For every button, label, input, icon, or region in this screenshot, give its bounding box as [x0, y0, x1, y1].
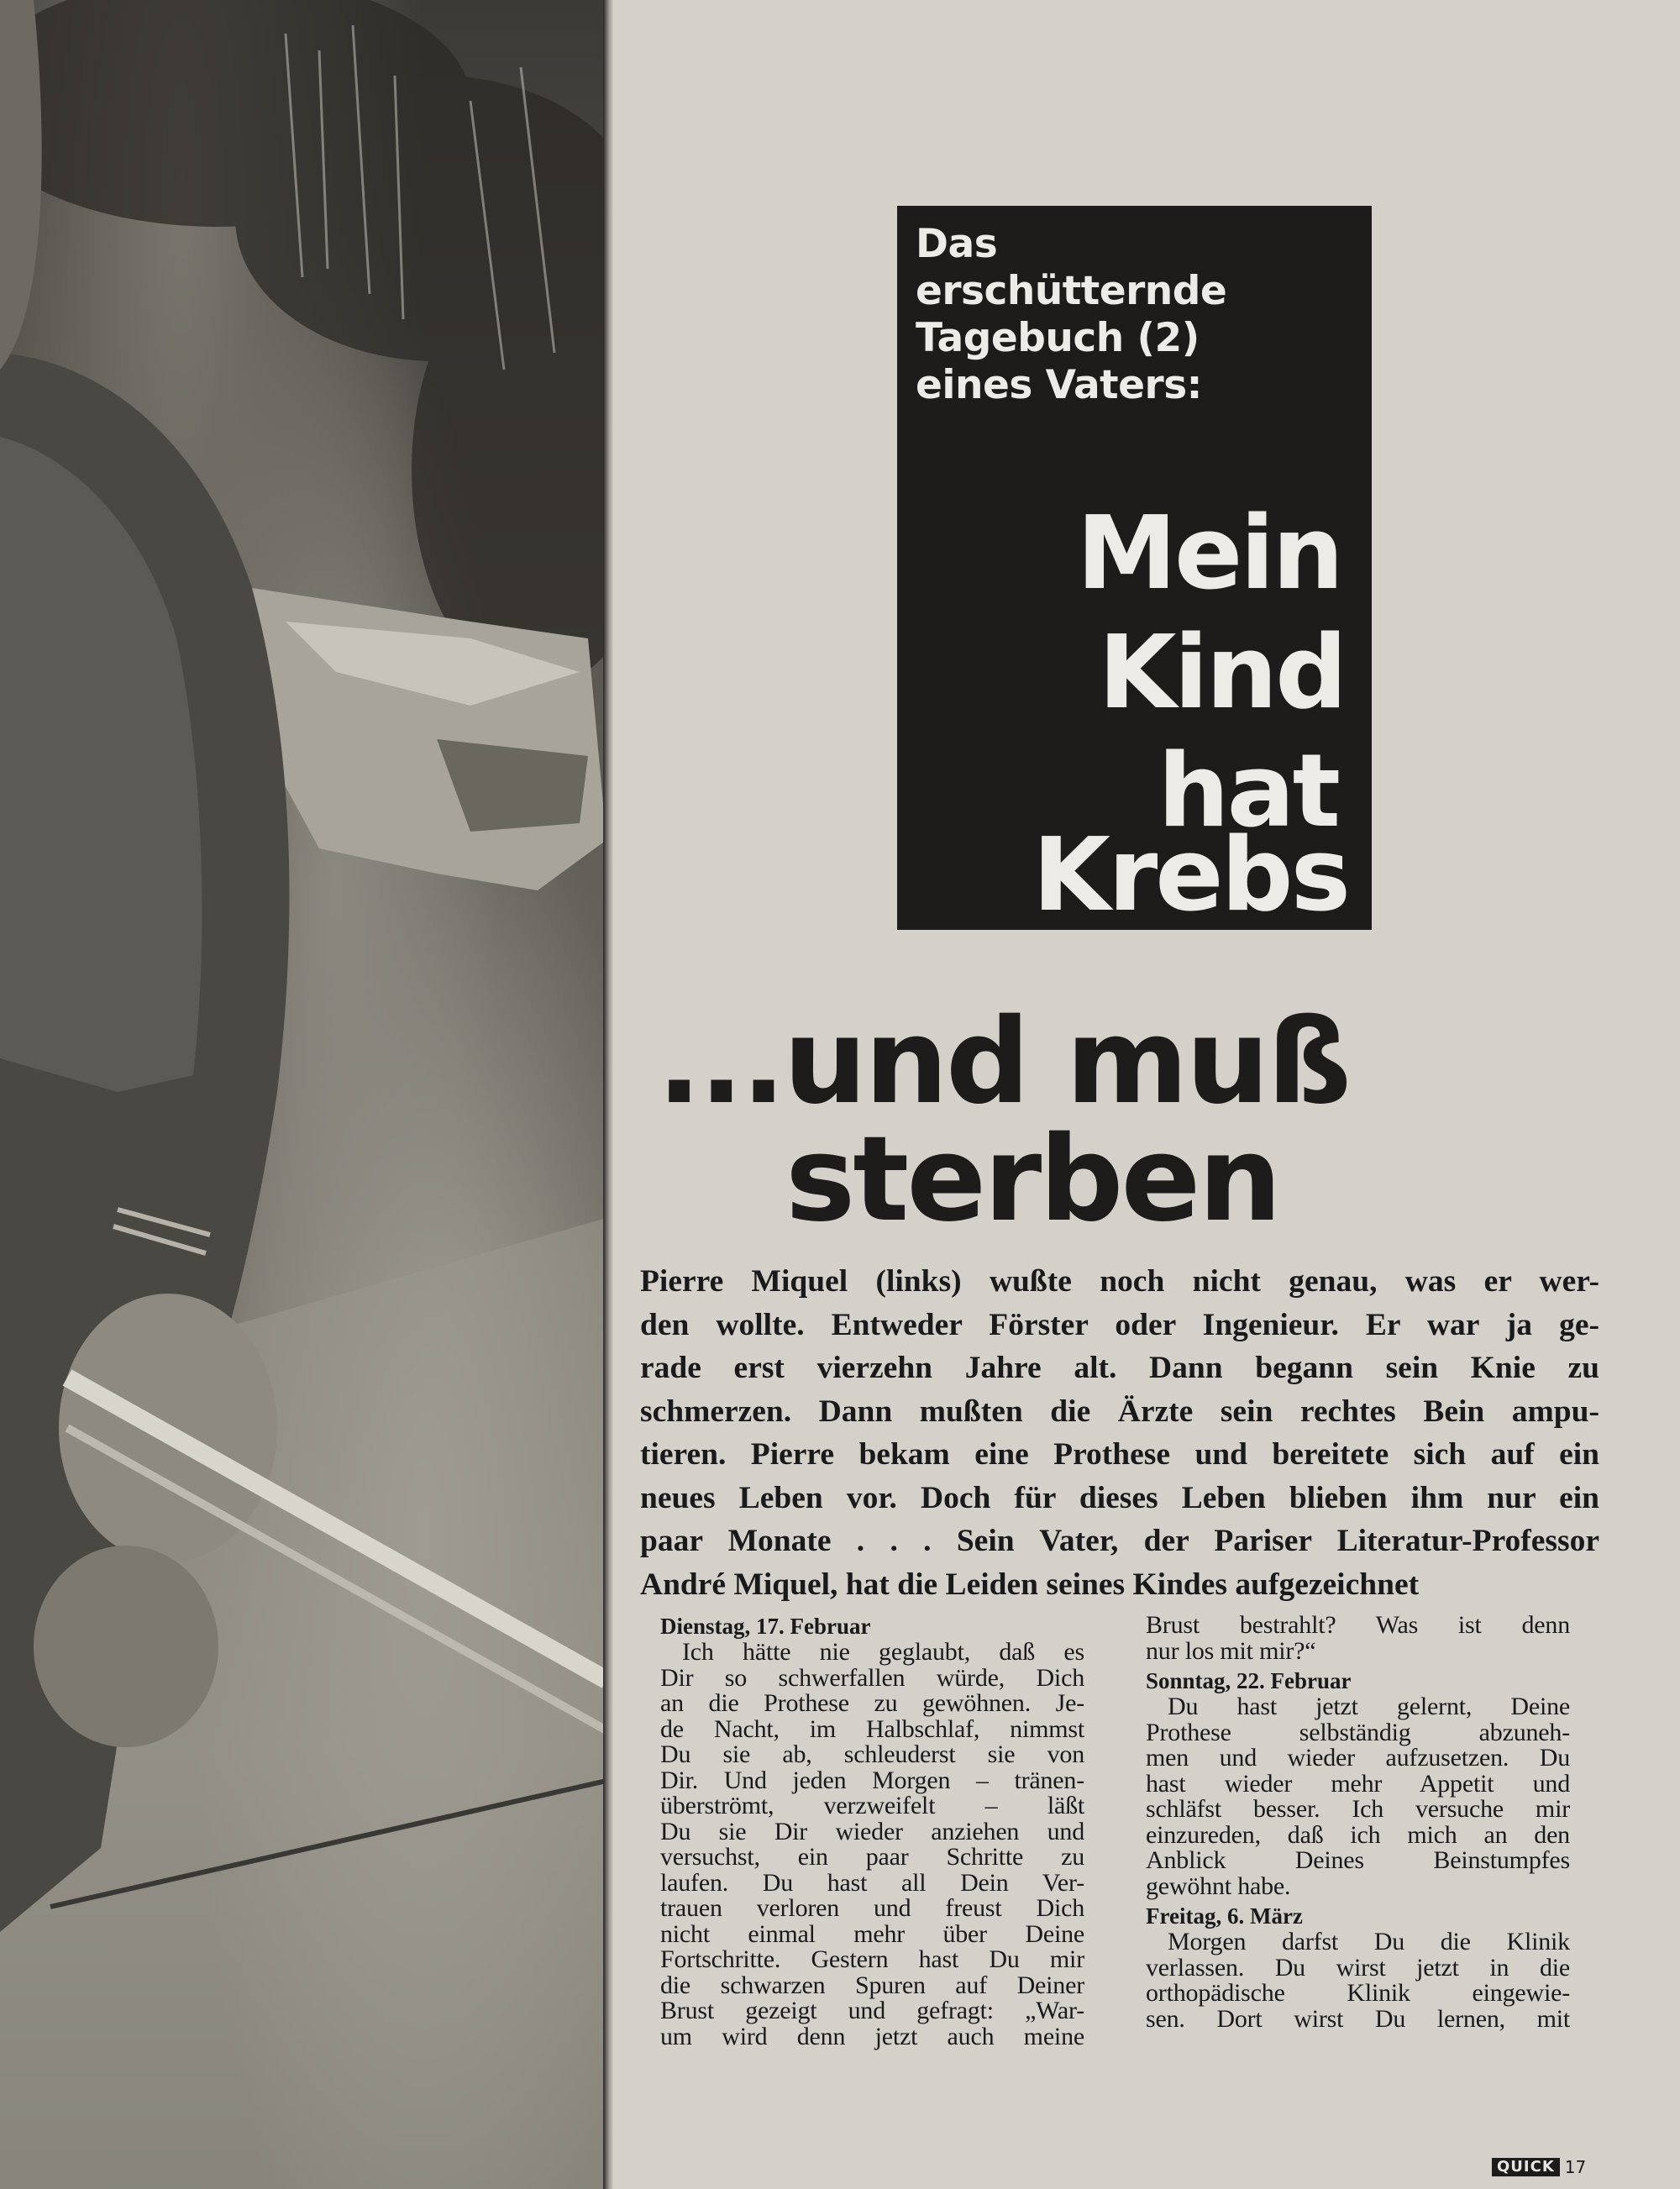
- text-line: nur los mit mir?“: [1146, 1636, 1316, 1665]
- text-line: Fortschritte. Gestern hast Du mir: [660, 1945, 1084, 1973]
- text-line: die schwarzen Spuren auf Deiner: [660, 1971, 1084, 1999]
- entry-text: [660, 1640, 1084, 2050]
- kicker-line: eines Vaters:: [916, 362, 1202, 408]
- entry-text-continued: [1146, 1613, 1570, 1664]
- body-column-2: [1146, 1613, 1570, 2032]
- text-line: Prothese selbständig abzuneh-: [1146, 1718, 1570, 1746]
- entry-date: Dienstag, 17. Februar: [660, 1614, 871, 1639]
- text-line: schläfst besser. Ich versuche mir: [1146, 1795, 1570, 1823]
- headline-title-word: hat: [1158, 733, 1338, 850]
- headline-title-word: Krebs: [1032, 817, 1348, 934]
- text-line: men und wieder aufzusetzen. Du: [1146, 1744, 1570, 1772]
- text-line: Ich hätte nie geglaubt, daß es: [682, 1638, 1084, 1666]
- text-line: Du sie Dir wieder anziehen und: [660, 1817, 1084, 1845]
- text-line: hast wieder mehr Appetit und: [1146, 1769, 1570, 1798]
- photo-pierre: [0, 0, 606, 2189]
- text-line: Dir. Und jeden Morgen – tränen-: [660, 1766, 1084, 1794]
- page-number: 17: [1564, 2157, 1587, 2177]
- text-line: orthopädische Klinik eingewie-: [1146, 1979, 1570, 2007]
- text-line: um wird denn jetzt auch meine: [660, 2022, 1084, 2050]
- page-footer: [1492, 2158, 1586, 2176]
- entry-date: Sonntag, 22. Februar: [1146, 1668, 1352, 1693]
- lead-line: den wollte. Entweder Förster oder Ingenieur. Er war ja ge-: [640, 1307, 1599, 1342]
- headline-kicker: [916, 221, 1226, 409]
- text-line: Morgen darfst Du die Klinik: [1168, 1928, 1570, 1955]
- lead-line: rade erst vierzehn Jahre alt. Dann begann sein Knie zu: [640, 1351, 1599, 1385]
- photo-illustration: [0, 0, 606, 2189]
- text-line: trauen verloren und freust Dich: [660, 1894, 1084, 1922]
- entry-text: [1146, 1694, 1570, 1899]
- text-line: einzureden, daß ich mich an den: [1146, 1820, 1570, 1849]
- text-line: versuchst, ein paar Schritte zu: [660, 1843, 1084, 1871]
- text-line: Brust gezeigt und gefragt: „War-: [660, 1997, 1084, 2024]
- text-line: Du sie ab, schleuderst sie von: [660, 1740, 1084, 1768]
- page-gutter: [603, 0, 613, 2189]
- text-line: sen. Dort wirst Du lernen, mit: [1146, 2004, 1570, 2033]
- headline-title-word: Mein: [1076, 496, 1341, 612]
- kicker-line: Tagebuch (2): [916, 315, 1200, 361]
- text-line: Du hast jetzt gelernt, Deine: [1168, 1693, 1570, 1720]
- kicker-line: erschütternde: [916, 268, 1227, 314]
- text-line: de Nacht, im Halbschlaf, nimmst: [660, 1714, 1084, 1743]
- headline-subtitle: ...und muß: [657, 994, 1350, 1131]
- text-line: gewöhnt habe.: [1146, 1871, 1291, 1900]
- lead-line: tieren. Pierre bekam eine Prothese und bereitete sich auf ein: [640, 1437, 1599, 1472]
- entry-text: [1146, 1929, 1570, 2032]
- text-line: Brust bestrahlt? Was ist denn: [1146, 1611, 1570, 1639]
- magazine-logo: QUICK: [1492, 2158, 1560, 2176]
- text-line: Anblick Deines Beinstumpfes: [1146, 1846, 1570, 1874]
- body-column-1: [660, 1613, 1084, 2050]
- lead-line: André Miquel, hat die Leiden seines Kindes aufgezeichnet: [640, 1567, 1420, 1602]
- text-line: an die Prothese zu gewöhnen. Je-: [660, 1689, 1084, 1717]
- text-line: laufen. Du hast all Dein Ver-: [660, 1868, 1084, 1897]
- lead-line: neues Leben vor. Doch für dieses Leben blieben ihm nur ein: [640, 1480, 1599, 1515]
- headline-box: [897, 206, 1372, 934]
- text-line: überströmt, verzweifelt – läßt: [660, 1792, 1084, 1819]
- text-line: Dir so schwerfallen würde, Dich: [660, 1663, 1084, 1692]
- headline-title-word: Kind: [1098, 615, 1345, 732]
- entry-date: Freitag, 6. März: [1146, 1903, 1303, 1929]
- lead-line: Pierre Miquel (links) wußte noch nicht genau, was er wer-: [640, 1264, 1599, 1299]
- headline-subtitle: sterben: [785, 1111, 1280, 1248]
- lead-line: schmerzen. Dann mußten die Ärzte sein rechtes Bein ampu-: [640, 1394, 1599, 1429]
- text-line: verlassen. Du wirst jetzt in die: [1146, 1953, 1570, 1982]
- kicker-line: Das: [916, 221, 998, 267]
- lead-line: paar Monate . . . Sein Vater, der Pariser Literatur-Professor: [640, 1524, 1599, 1558]
- text-line: nicht einmal mehr über Deine: [660, 1919, 1084, 1948]
- lead-paragraph: [640, 1260, 1599, 1606]
